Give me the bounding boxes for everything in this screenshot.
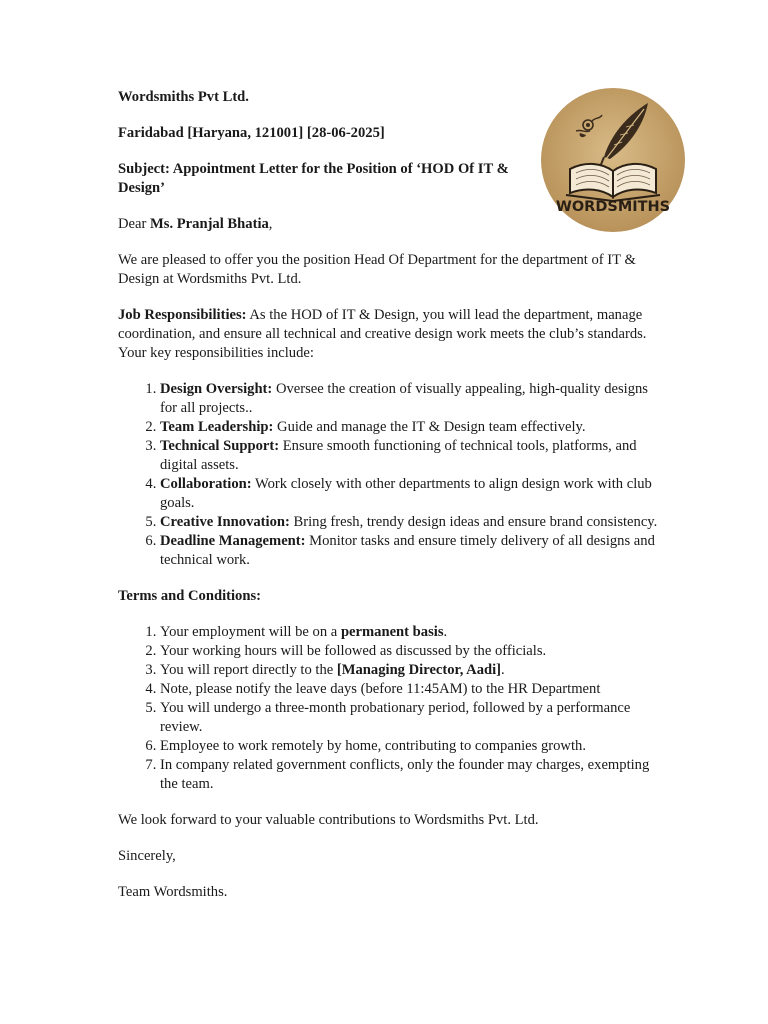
list-item <box>160 661 658 680</box>
greeting-suffix: , <box>268 216 273 232</box>
list-item <box>160 642 658 661</box>
greeting <box>118 215 518 234</box>
item-text: Work closely with other departments to align design work with club goals. <box>160 476 652 511</box>
company-name: Wordsmiths Pvt Ltd. <box>118 89 249 105</box>
term-text: You will report directly to the <box>160 662 337 678</box>
term-text: Your employment will be on a <box>160 624 341 640</box>
list-item <box>160 532 658 570</box>
list-item <box>160 437 658 475</box>
term-text: In company related government conflicts, only the founder may charges, exempting the team. <box>160 757 650 792</box>
list-item <box>160 737 658 756</box>
job-heading: Job Responsibilities: <box>118 307 247 323</box>
letter-header <box>118 88 518 234</box>
term-text: Note, please notify the leave days (before 11:45AM) to the HR Department <box>160 681 601 697</box>
list-item <box>160 756 658 794</box>
job-intro-text: As the HOD of IT & Design, you will lead the department, manage coordination, and ensure all technical and creative design work meets the club’s standards. Your key responsibilities include: <box>118 307 647 361</box>
item-title: Design Oversight: <box>160 381 273 397</box>
terms-list <box>118 623 658 794</box>
item-title: Collaboration: <box>160 476 252 492</box>
terms-heading: Terms and Conditions: <box>118 588 262 604</box>
list-item <box>160 680 658 699</box>
list-item <box>160 513 658 532</box>
item-text: Bring fresh, trendy design ideas and ensure brand consistency. <box>289 514 658 530</box>
closing-paragraph: We look forward to your valuable contributions to Wordsmiths Pvt. Ltd. <box>118 812 539 828</box>
intro-paragraph: We are pleased to offer you the position Head Of Department for the department of IT & Design at Wordsmiths Pvt. Ltd. <box>118 252 636 287</box>
signoff: Sincerely, <box>118 848 176 864</box>
job-responsibilities-paragraph <box>118 306 658 363</box>
item-title: Deadline Management: <box>160 533 306 549</box>
term-text: Your working hours will be followed as discussed by the officials. <box>160 643 547 659</box>
responsibilities-list <box>118 380 658 570</box>
term-bold: permanent basis <box>340 624 444 640</box>
recipient-name: Ms. Pranjal Bhatia <box>150 216 269 232</box>
item-title: Team Leadership: <box>160 419 274 435</box>
item-text: Guide and manage the IT & Design team effectively. <box>273 419 586 435</box>
logo-wordmark: WORDSMITHS <box>555 199 671 215</box>
list-item <box>160 699 658 737</box>
term-text: You will undergo a three-month probationary period, followed by a performance review. <box>160 700 631 735</box>
list-item <box>160 475 658 513</box>
item-text: Ensure smooth functioning of technical tools, platforms, and digital assets. <box>160 438 637 473</box>
subject-line: Subject: Appointment Letter for the Position of ‘HOD Of IT & Design’ <box>118 161 509 196</box>
item-text: Oversee the creation of visually appealing, high-quality designs for all projects.. <box>160 381 648 416</box>
term-bold: [Managing Director, Aadi] <box>336 662 502 678</box>
signature: Team Wordsmiths. <box>118 884 228 900</box>
item-text: Monitor tasks and ensure timely delivery of all designs and technical work. <box>160 533 655 568</box>
item-title: Creative Innovation: <box>160 514 290 530</box>
list-item <box>160 380 658 418</box>
location-date: Faridabad [Haryana, 121001] [28-06-2025] <box>118 125 385 141</box>
item-title: Technical Support: <box>160 438 280 454</box>
term-end: . <box>443 624 448 640</box>
term-end: . <box>501 662 505 678</box>
list-item <box>160 418 658 437</box>
list-item <box>160 623 658 642</box>
greeting-prefix: Dear <box>118 216 151 232</box>
letter-body <box>118 88 658 919</box>
term-text: Employee to work remotely by home, contributing to companies growth. <box>160 738 586 754</box>
